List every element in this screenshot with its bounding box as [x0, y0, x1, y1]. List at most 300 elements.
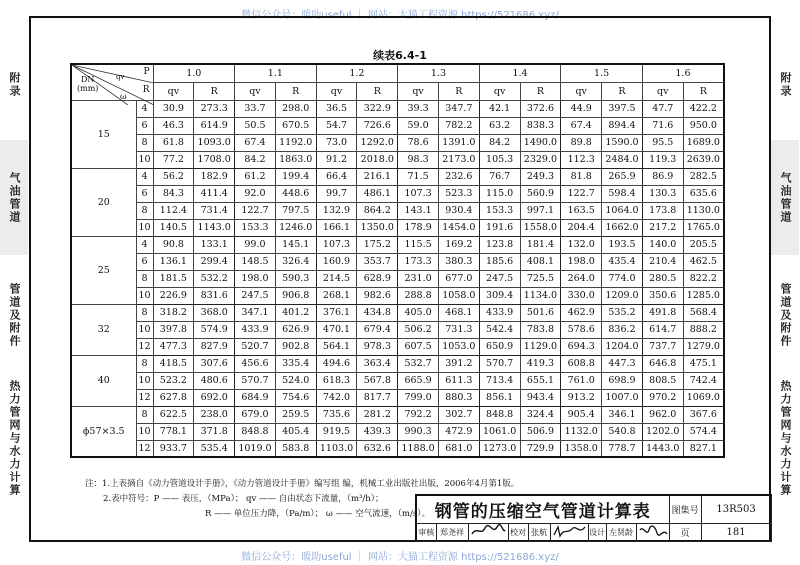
pressure-drop-cell: 1863.0 — [275, 151, 316, 168]
pressure-drop-cell: 480.6 — [194, 372, 235, 389]
velocity-cell: 10 — [136, 219, 153, 236]
flow-cell: 107.3 — [398, 185, 439, 202]
w-label: ω — [120, 92, 127, 101]
flow-cell: 198.0 — [561, 253, 602, 270]
flow-cell: 84.2 — [479, 134, 520, 151]
flow-cell: 210.4 — [642, 253, 683, 270]
flow-cell: 1132.0 — [561, 423, 602, 440]
pressure-drop-cell: 422.2 — [683, 100, 724, 117]
pressure-drop-cell: 560.9 — [520, 185, 561, 202]
pressure-drop-cell: 888.2 — [683, 321, 724, 338]
table-row — [71, 406, 724, 423]
flow-cell: 61.2 — [235, 168, 276, 185]
pressure-drop-cell: 731.4 — [194, 202, 235, 219]
side-tab-gas-oil[interactable]: 气油管道 — [0, 140, 28, 255]
pressure-drop-cell: 372.6 — [520, 100, 561, 117]
flow-cell: 122.7 — [561, 185, 602, 202]
velocity-cell: 6 — [136, 253, 153, 270]
flow-cell: 905.4 — [561, 406, 602, 423]
qv-column-header: qv — [479, 82, 520, 100]
flow-cell: 962.0 — [642, 406, 683, 423]
flow-cell: 684.9 — [235, 389, 276, 406]
flow-cell: 491.8 — [642, 304, 683, 321]
flow-cell: 1273.0 — [479, 440, 520, 457]
pressure-drop-cell: 827.1 — [683, 440, 724, 457]
pressure-drop-cell: 193.5 — [602, 236, 643, 253]
flow-cell: 970.2 — [642, 389, 683, 406]
pressure-drop-cell: 726.6 — [357, 117, 398, 134]
qv-label: qv — [116, 73, 125, 81]
flow-cell: 105.3 — [479, 151, 520, 168]
pressure-drop-cell: 447.3 — [602, 355, 643, 372]
table-row — [71, 185, 724, 202]
pressure-header: 1.5 — [561, 64, 643, 82]
pressure-drop-cell: 1708.0 — [194, 151, 235, 168]
dn-text: DN — [81, 75, 95, 84]
pressure-drop-cell: 742.4 — [683, 372, 724, 389]
flow-cell: 405.0 — [398, 304, 439, 321]
flow-cell: 578.6 — [561, 321, 602, 338]
flow-cell: 73.0 — [316, 134, 357, 151]
pressure-drop-cell: 1689.0 — [683, 134, 724, 151]
pressure-drop-cell: 1134.0 — [520, 287, 561, 304]
flow-cell: 89.8 — [561, 134, 602, 151]
table-row — [71, 389, 724, 406]
check-label: 校对 — [508, 523, 528, 541]
velocity-cell: 12 — [136, 440, 153, 457]
pressure-drop-cell: 1391.0 — [438, 134, 479, 151]
pressure-drop-cell: 1058.0 — [438, 287, 479, 304]
pressure-header: 1.1 — [235, 64, 317, 82]
side-tab-pipe-fittings-right[interactable]: 管道及附件 — [779, 282, 792, 348]
pressure-drop-cell: 540.8 — [602, 423, 643, 440]
page-number: 181 — [701, 523, 771, 541]
pressure-drop-cell: 827.9 — [194, 338, 235, 355]
flow-cell: 63.2 — [479, 117, 520, 134]
velocity-cell: 8 — [136, 355, 153, 372]
pressure-drop-cell: 273.3 — [194, 100, 235, 117]
velocity-cell: 8 — [136, 202, 153, 219]
flow-cell: 627.8 — [153, 389, 194, 406]
pressure-drop-cell: 2329.0 — [520, 151, 561, 168]
pressure-drop-cell: 836.2 — [602, 321, 643, 338]
side-tab-appendix-right[interactable]: 附录 — [779, 72, 792, 98]
pressure-drop-cell: 590.3 — [275, 270, 316, 287]
pressure-drop-cell: 822.2 — [683, 270, 724, 287]
velocity-cell: 8 — [136, 406, 153, 423]
flow-cell: 112.4 — [153, 202, 194, 219]
flow-cell: 226.9 — [153, 287, 194, 304]
table-row — [71, 236, 724, 253]
side-tab-pipe-fittings[interactable]: 管道及附件 — [8, 282, 21, 348]
table-row — [71, 219, 724, 236]
pressure-drop-cell: 817.7 — [357, 389, 398, 406]
flow-cell: 608.8 — [561, 355, 602, 372]
dn-cell: ϕ57×3.5 — [71, 406, 136, 457]
flow-cell: 523.2 — [153, 372, 194, 389]
header-row-columns — [71, 82, 724, 100]
pressure-drop-cell: 797.5 — [275, 202, 316, 219]
flow-cell: 67.4 — [561, 117, 602, 134]
pressure-drop-cell: 307.6 — [194, 355, 235, 372]
pressure-drop-cell: 902.8 — [275, 338, 316, 355]
pressure-drop-cell: 692.0 — [194, 389, 235, 406]
velocity-cell: 12 — [136, 389, 153, 406]
velocity-cell: 6 — [136, 117, 153, 134]
flow-cell: 122.7 — [235, 202, 276, 219]
pressure-drop-cell: 567.8 — [357, 372, 398, 389]
pressure-drop-cell: 335.4 — [275, 355, 316, 372]
flow-cell: 1188.0 — [398, 440, 439, 457]
flow-cell: 268.1 — [316, 287, 357, 304]
flow-cell: 564.1 — [316, 338, 357, 355]
pressure-drop-cell: 281.2 — [357, 406, 398, 423]
flow-cell: 42.1 — [479, 100, 520, 117]
flow-cell: 933.7 — [153, 440, 194, 457]
side-tab-heat-network-right[interactable]: 热力管网与水力计算 — [779, 379, 792, 497]
pressure-drop-cell: 326.4 — [275, 253, 316, 270]
flow-cell: 470.1 — [316, 321, 357, 338]
r-column-header: R — [194, 82, 235, 100]
flow-cell: 1202.0 — [642, 423, 683, 440]
pressure-drop-cell: 1204.0 — [602, 338, 643, 355]
pressure-drop-cell: 462.5 — [683, 253, 724, 270]
flow-cell: 181.5 — [153, 270, 194, 287]
frame-top — [30, 16, 770, 18]
flow-cell: 1103.0 — [316, 440, 357, 457]
flow-cell: 247.5 — [235, 287, 276, 304]
flow-cell: 78.6 — [398, 134, 439, 151]
flow-cell: 153.3 — [235, 219, 276, 236]
pressure-header: 1.0 — [153, 64, 235, 82]
p-label: P — [143, 67, 150, 77]
note-3: R —— 单位压力降，（Pa/m）； ω —— 空气流速，（m/s）。 — [205, 509, 430, 519]
flow-cell: 799.0 — [398, 389, 439, 406]
pressure-drop-cell: 574.9 — [194, 321, 235, 338]
drawing-title: 钢管的压缩空气管道计算表 — [416, 495, 669, 523]
table-row — [71, 355, 724, 372]
flow-cell: 76.7 — [479, 168, 520, 185]
pressure-drop-cell: 238.0 — [194, 406, 235, 423]
flow-cell: 618.3 — [316, 372, 357, 389]
pressure-drop-cell: 1064.0 — [602, 202, 643, 219]
pressure-drop-cell: 943.4 — [520, 389, 561, 406]
flow-cell: 848.8 — [479, 406, 520, 423]
pressure-drop-cell: 1490.0 — [520, 134, 561, 151]
flow-cell: 130.3 — [642, 185, 683, 202]
pressure-drop-cell: 731.3 — [438, 321, 479, 338]
pressure-drop-cell: 448.6 — [275, 185, 316, 202]
pressure-drop-cell: 1069.0 — [683, 389, 724, 406]
flow-cell: 318.2 — [153, 304, 194, 321]
pressure-drop-cell: 1765.0 — [683, 219, 724, 236]
velocity-cell: 10 — [136, 423, 153, 440]
title-block — [415, 494, 772, 542]
pressure-header: 1.3 — [398, 64, 480, 82]
dn-cell: 40 — [71, 355, 136, 406]
atlas-number: 13R503 — [701, 495, 771, 523]
pressure-drop-cell: 655.1 — [520, 372, 561, 389]
flow-cell: 36.5 — [316, 100, 357, 117]
side-tab-heat-network[interactable]: 热力管网与水力计算 — [8, 379, 21, 497]
dn-cell: 25 — [71, 236, 136, 304]
pressure-drop-cell: 778.7 — [602, 440, 643, 457]
pressure-drop-cell: 1209.0 — [602, 287, 643, 304]
pressure-drop-cell: 632.6 — [357, 440, 398, 457]
flow-cell: 494.6 — [316, 355, 357, 372]
review-label: 审核 — [416, 523, 436, 541]
table-row — [71, 117, 724, 134]
velocity-cell: 8 — [136, 134, 153, 151]
flow-cell: 47.7 — [642, 100, 683, 117]
flow-cell: 778.1 — [153, 423, 194, 440]
flow-cell: 350.6 — [642, 287, 683, 304]
pressure-drop-cell: 906.8 — [275, 287, 316, 304]
pressure-drop-cell: 628.9 — [357, 270, 398, 287]
r-column-header: R — [438, 82, 479, 100]
table-row — [71, 270, 724, 287]
r-label: R — [142, 85, 150, 95]
velocity-cell: 4 — [136, 236, 153, 253]
velocity-cell: 10 — [136, 372, 153, 389]
pressure-drop-cell: 2018.0 — [357, 151, 398, 168]
flow-cell: 713.4 — [479, 372, 520, 389]
flow-cell: 173.8 — [642, 202, 683, 219]
flow-cell: 50.5 — [235, 117, 276, 134]
flow-cell: 433.9 — [479, 304, 520, 321]
flow-cell: 99.7 — [316, 185, 357, 202]
pressure-drop-cell: 368.0 — [194, 304, 235, 321]
flow-cell: 913.2 — [561, 389, 602, 406]
flow-cell: 204.4 — [561, 219, 602, 236]
flow-cell: 77.2 — [153, 151, 194, 168]
pressure-drop-cell: 472.9 — [438, 423, 479, 440]
table-row — [71, 440, 724, 457]
pressure-drop-cell: 1558.0 — [520, 219, 561, 236]
pressure-drop-cell: 774.0 — [602, 270, 643, 287]
velocity-cell: 6 — [136, 185, 153, 202]
pressure-drop-cell: 468.1 — [438, 304, 479, 321]
flow-cell: 44.9 — [561, 100, 602, 117]
pressure-drop-cell: 677.0 — [438, 270, 479, 287]
pressure-drop-cell: 2484.0 — [602, 151, 643, 168]
pressure-drop-cell: 232.6 — [438, 168, 479, 185]
pressure-drop-cell: 574.4 — [683, 423, 724, 440]
pressure-drop-cell: 831.6 — [194, 287, 235, 304]
r-column-header: R — [602, 82, 643, 100]
pressure-drop-cell: 1129.0 — [520, 338, 561, 355]
pressure-drop-cell: 1662.0 — [602, 219, 643, 236]
side-tab-gas-oil-right[interactable]: 气油管道 — [771, 140, 799, 255]
flow-cell: 376.1 — [316, 304, 357, 321]
pressure-drop-cell: 405.4 — [275, 423, 316, 440]
flow-cell: 166.1 — [316, 219, 357, 236]
pressure-drop-cell: 568.4 — [683, 304, 724, 321]
pressure-drop-cell: 363.4 — [357, 355, 398, 372]
pressure-drop-cell: 681.0 — [438, 440, 479, 457]
flow-cell: 143.1 — [398, 202, 439, 219]
flow-cell: 288.8 — [398, 287, 439, 304]
table-row — [71, 134, 724, 151]
pressure-drop-cell: 679.4 — [357, 321, 398, 338]
watermark-bottom[interactable]: 微信公众号：暖助useful ｜ 网站：大猫工程资源 https://521686.xyz/ — [241, 552, 559, 563]
pressure-drop-cell: 391.2 — [438, 355, 479, 372]
pressure-drop-cell: 353.7 — [357, 253, 398, 270]
flow-cell: 990.3 — [398, 423, 439, 440]
r-column-header: R — [520, 82, 561, 100]
air-pipe-table — [70, 63, 725, 458]
pressure-drop-cell: 635.6 — [683, 185, 724, 202]
flow-cell: 98.3 — [398, 151, 439, 168]
flow-cell: 84.2 — [235, 151, 276, 168]
pressure-drop-cell: 205.5 — [683, 236, 724, 253]
flow-cell: 71.5 — [398, 168, 439, 185]
flow-cell: 614.7 — [642, 321, 683, 338]
pressure-drop-cell: 626.9 — [275, 321, 316, 338]
table-row — [71, 168, 724, 185]
pressure-drop-cell: 614.9 — [194, 117, 235, 134]
pressure-header: 1.4 — [479, 64, 561, 82]
flow-cell: 30.9 — [153, 100, 194, 117]
flow-cell: 309.4 — [479, 287, 520, 304]
pressure-drop-cell: 506.9 — [520, 423, 561, 440]
qv-column-header: qv — [235, 82, 276, 100]
pressure-drop-cell: 1143.0 — [194, 219, 235, 236]
flow-cell: 90.8 — [153, 236, 194, 253]
flow-cell: 735.6 — [316, 406, 357, 423]
reviewer-name: 郑尧祥 — [436, 523, 468, 541]
pressure-drop-cell: 249.3 — [520, 168, 561, 185]
flow-cell: 112.3 — [561, 151, 602, 168]
pressure-drop-cell: 302.7 — [438, 406, 479, 423]
velocity-cell: 10 — [136, 321, 153, 338]
flow-cell: 742.0 — [316, 389, 357, 406]
flow-cell: 132.0 — [561, 236, 602, 253]
qv-column-header: qv — [561, 82, 602, 100]
flow-cell: 92.0 — [235, 185, 276, 202]
pressure-drop-cell: 838.3 — [520, 117, 561, 134]
flow-cell: 214.5 — [316, 270, 357, 287]
velocity-cell: 4 — [136, 100, 153, 117]
flow-cell: 86.9 — [642, 168, 683, 185]
pressure-drop-cell: 435.4 — [602, 253, 643, 270]
pressure-drop-cell: 371.8 — [194, 423, 235, 440]
flow-cell: 132.9 — [316, 202, 357, 219]
pressure-drop-cell: 1093.0 — [194, 134, 235, 151]
flow-cell: 191.6 — [479, 219, 520, 236]
pressure-drop-cell: 1130.0 — [683, 202, 724, 219]
pressure-drop-cell: 1053.0 — [438, 338, 479, 355]
side-tab-appendix[interactable]: 附录 — [8, 72, 21, 98]
watermark-top[interactable] — [0, 6, 800, 21]
flow-cell: 148.5 — [235, 253, 276, 270]
pressure-drop-cell: 367.6 — [683, 406, 724, 423]
pressure-drop-cell: 2173.0 — [438, 151, 479, 168]
pressure-drop-cell: 347.7 — [438, 100, 479, 117]
pressure-drop-cell: 532.2 — [194, 270, 235, 287]
flow-cell: 646.8 — [642, 355, 683, 372]
pressure-drop-cell: 583.8 — [275, 440, 316, 457]
flow-cell: 119.3 — [642, 151, 683, 168]
flow-cell: 160.9 — [316, 253, 357, 270]
flow-cell: 280.5 — [642, 270, 683, 287]
flow-cell: 95.5 — [642, 134, 683, 151]
pressure-drop-cell: 997.1 — [520, 202, 561, 219]
pressure-drop-cell: 401.2 — [275, 304, 316, 321]
header-row-pressure — [71, 64, 724, 82]
table-row — [71, 151, 724, 168]
flow-cell: 542.4 — [479, 321, 520, 338]
flow-cell: 761.0 — [561, 372, 602, 389]
flow-cell: 264.0 — [561, 270, 602, 287]
design-label: 设计 — [588, 523, 606, 541]
checker-signature — [550, 523, 588, 541]
pressure-drop-cell: 1007.0 — [602, 389, 643, 406]
pressure-drop-cell: 783.8 — [520, 321, 561, 338]
pressure-drop-cell: 1292.0 — [357, 134, 398, 151]
pressure-drop-cell: 611.3 — [438, 372, 479, 389]
flow-cell: 570.7 — [235, 372, 276, 389]
table-row — [71, 423, 724, 440]
flow-cell: 217.2 — [642, 219, 683, 236]
r-column-header: R — [357, 82, 398, 100]
pressure-drop-cell: 299.4 — [194, 253, 235, 270]
flow-cell: 650.9 — [479, 338, 520, 355]
pressure-drop-cell: 982.6 — [357, 287, 398, 304]
velocity-cell: 12 — [136, 338, 153, 355]
dn-cell: 20 — [71, 168, 136, 236]
flow-cell: 919.5 — [316, 423, 357, 440]
flow-cell: 247.5 — [479, 270, 520, 287]
flow-cell: 198.0 — [235, 270, 276, 287]
velocity-cell: 10 — [136, 151, 153, 168]
r-column-header: R — [683, 82, 724, 100]
flow-cell: 477.3 — [153, 338, 194, 355]
flow-cell: 418.5 — [153, 355, 194, 372]
r-column-header: R — [275, 82, 316, 100]
flow-cell: 330.0 — [561, 287, 602, 304]
flow-cell: 56.2 — [153, 168, 194, 185]
pressure-drop-cell: 1285.0 — [683, 287, 724, 304]
flow-cell: 622.5 — [153, 406, 194, 423]
flow-cell: 694.3 — [561, 338, 602, 355]
flow-cell: 1019.0 — [235, 440, 276, 457]
flow-cell: 570.7 — [479, 355, 520, 372]
flow-cell: 231.0 — [398, 270, 439, 287]
flow-cell: 136.1 — [153, 253, 194, 270]
flow-cell: 33.7 — [235, 100, 276, 117]
flow-cell: 185.6 — [479, 253, 520, 270]
flow-cell: 520.7 — [235, 338, 276, 355]
flow-cell: 71.6 — [642, 117, 683, 134]
flow-cell: 84.3 — [153, 185, 194, 202]
pressure-drop-cell: 259.5 — [275, 406, 316, 423]
atlas-label: 图集号 — [669, 495, 701, 523]
pressure-drop-cell: 729.9 — [520, 440, 561, 457]
flow-cell: 67.4 — [235, 134, 276, 151]
designer-name: 左贤龄 — [606, 523, 636, 541]
flow-cell: 665.9 — [398, 372, 439, 389]
velocity-cell: 8 — [136, 270, 153, 287]
flow-cell: 737.7 — [642, 338, 683, 355]
pressure-drop-cell: 419.3 — [520, 355, 561, 372]
pressure-drop-cell: 181.4 — [520, 236, 561, 253]
flow-cell: 39.3 — [398, 100, 439, 117]
flow-cell: 792.2 — [398, 406, 439, 423]
flow-cell: 848.8 — [235, 423, 276, 440]
flow-cell: 506.2 — [398, 321, 439, 338]
pressure-drop-cell: 322.9 — [357, 100, 398, 117]
